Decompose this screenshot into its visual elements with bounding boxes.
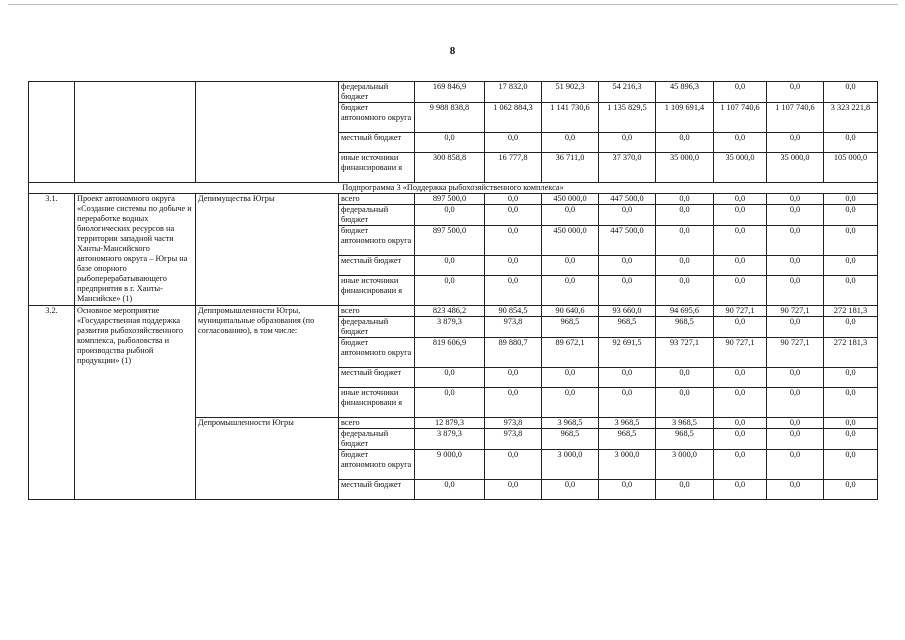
value-cell: 450 000,0 xyxy=(542,226,599,256)
item-executor: Деппромышленности Югры, муниципальные образования (по согласованию), в том числе: xyxy=(196,306,339,418)
value-cell: 0,0 xyxy=(714,82,767,103)
value-cell: 0,0 xyxy=(542,388,599,418)
item-executor: Депимущества Югры xyxy=(196,194,339,306)
value-cell: 0,0 xyxy=(485,368,542,388)
value-cell: 1 107 740,6 xyxy=(767,103,824,133)
item-name: Основное мероприятие «Государственная поддержка развития рыбохозяйственного комплекса, рыболовства и производства рыбной продукции» (1) xyxy=(75,306,196,500)
value-cell: 0,0 xyxy=(542,276,599,306)
funding-source: федеральный бюджет xyxy=(339,82,415,103)
value-cell: 0,0 xyxy=(767,276,824,306)
value-cell: 0,0 xyxy=(714,450,767,480)
value-cell: 0,0 xyxy=(714,317,767,338)
value-cell: 447 500,0 xyxy=(599,194,656,205)
item-number: 3.1. xyxy=(29,194,75,306)
value-cell: 0,0 xyxy=(542,368,599,388)
value-cell: 0,0 xyxy=(599,256,656,276)
funding-source: иные источники финансировани я xyxy=(339,153,415,183)
value-cell: 0,0 xyxy=(656,226,714,256)
value-cell: 0,0 xyxy=(824,317,878,338)
value-cell: 45 896,3 xyxy=(656,82,714,103)
value-cell: 0,0 xyxy=(599,480,656,500)
value-cell: 35 000,0 xyxy=(714,153,767,183)
value-cell: 897 500,0 xyxy=(415,226,485,256)
value-cell: 0,0 xyxy=(767,205,824,226)
value-cell: 93 727,1 xyxy=(656,338,714,368)
value-cell: 0,0 xyxy=(599,368,656,388)
value-cell: 0,0 xyxy=(415,368,485,388)
funding-source: всего xyxy=(339,418,415,429)
value-cell: 0,0 xyxy=(542,480,599,500)
value-cell: 0,0 xyxy=(824,276,878,306)
funding-source: бюджет автономного округа xyxy=(339,226,415,256)
value-cell: 35 000,0 xyxy=(656,153,714,183)
value-cell: 0,0 xyxy=(415,205,485,226)
value-cell: 0,0 xyxy=(542,133,599,153)
value-cell: 90 727,1 xyxy=(767,338,824,368)
value-cell: 89 672,1 xyxy=(542,338,599,368)
value-cell: 94 695,6 xyxy=(656,306,714,317)
value-cell: 0,0 xyxy=(767,450,824,480)
value-cell: 9 988 838,8 xyxy=(415,103,485,133)
value-cell: 0,0 xyxy=(485,133,542,153)
value-cell: 0,0 xyxy=(415,276,485,306)
value-cell: 1 141 730,6 xyxy=(542,103,599,133)
value-cell: 0,0 xyxy=(485,480,542,500)
value-cell: 0,0 xyxy=(485,388,542,418)
value-cell: 272 181,3 xyxy=(824,338,878,368)
value-cell: 0,0 xyxy=(656,256,714,276)
value-cell: 0,0 xyxy=(767,194,824,205)
name-cell xyxy=(75,82,196,183)
value-cell: 0,0 xyxy=(767,226,824,256)
value-cell: 0,0 xyxy=(714,429,767,450)
value-cell: 90 727,1 xyxy=(767,306,824,317)
funding-source: федеральный бюджет xyxy=(339,317,415,338)
value-cell: 0,0 xyxy=(485,256,542,276)
value-cell: 447 500,0 xyxy=(599,226,656,256)
value-cell: 90 640,6 xyxy=(542,306,599,317)
value-cell: 0,0 xyxy=(485,276,542,306)
value-cell: 0,0 xyxy=(485,205,542,226)
funding-source: иные источники финансировани я xyxy=(339,276,415,306)
value-cell: 0,0 xyxy=(415,388,485,418)
value-cell: 0,0 xyxy=(415,256,485,276)
value-cell: 3 000,0 xyxy=(542,450,599,480)
value-cell: 272 181,3 xyxy=(824,306,878,317)
value-cell: 54 216,3 xyxy=(599,82,656,103)
funding-source: всего xyxy=(339,194,415,205)
value-cell: 3 879,3 xyxy=(415,317,485,338)
value-cell: 37 370,0 xyxy=(599,153,656,183)
value-cell: 0,0 xyxy=(824,226,878,256)
value-cell: 12 879,3 xyxy=(415,418,485,429)
value-cell: 90 727,1 xyxy=(714,338,767,368)
value-cell: 0,0 xyxy=(656,276,714,306)
item-number: 3.2. xyxy=(29,306,75,500)
value-cell: 973,8 xyxy=(485,429,542,450)
value-cell: 0,0 xyxy=(656,388,714,418)
value-cell: 0,0 xyxy=(599,388,656,418)
value-cell: 1 135 829,5 xyxy=(599,103,656,133)
value-cell: 35 000,0 xyxy=(767,153,824,183)
value-cell: 0,0 xyxy=(714,480,767,500)
value-cell: 93 660,0 xyxy=(599,306,656,317)
value-cell: 0,0 xyxy=(767,388,824,418)
value-cell: 9 000,0 xyxy=(415,450,485,480)
value-cell: 0,0 xyxy=(714,256,767,276)
value-cell: 968,5 xyxy=(542,317,599,338)
value-cell: 0,0 xyxy=(714,418,767,429)
value-cell: 0,0 xyxy=(767,480,824,500)
value-cell: 0,0 xyxy=(824,205,878,226)
value-cell: 0,0 xyxy=(824,368,878,388)
funding-source: иные источники финансировани я xyxy=(339,388,415,418)
value-cell: 92 691,5 xyxy=(599,338,656,368)
value-cell: 0,0 xyxy=(656,194,714,205)
value-cell: 968,5 xyxy=(656,317,714,338)
value-cell: 1 107 740,6 xyxy=(714,103,767,133)
funding-source: бюджет автономного округа xyxy=(339,103,415,133)
value-cell: 968,5 xyxy=(599,317,656,338)
subprogram-title: Подпрограмма 3 «Поддержка рыбохозяйственного комплекса» xyxy=(29,183,878,194)
value-cell: 36 711,0 xyxy=(542,153,599,183)
value-cell: 3 323 221,8 xyxy=(824,103,878,133)
value-cell: 300 858,8 xyxy=(415,153,485,183)
funding-source: федеральный бюджет xyxy=(339,429,415,450)
value-cell: 0,0 xyxy=(824,256,878,276)
table-row xyxy=(29,82,878,103)
value-cell: 0,0 xyxy=(542,205,599,226)
funding-source: всего xyxy=(339,306,415,317)
value-cell: 0,0 xyxy=(714,205,767,226)
value-cell: 0,0 xyxy=(714,276,767,306)
value-cell: 0,0 xyxy=(824,480,878,500)
value-cell: 0,0 xyxy=(824,82,878,103)
value-cell: 819 606,9 xyxy=(415,338,485,368)
value-cell: 0,0 xyxy=(599,276,656,306)
funding-source: бюджет автономного округа xyxy=(339,338,415,368)
value-cell: 0,0 xyxy=(656,368,714,388)
item-name: Проект автономного округа «Создание системы по добыче и переработке водных биологических ресурсов на территории западной части Ханты-Мансийского автономного округа – Югры на базе опорного рыбоперерабатывающего предприятия в г. Ханты-Мансийске» (1) xyxy=(75,194,196,306)
value-cell: 0,0 xyxy=(767,82,824,103)
value-cell: 3 968,5 xyxy=(542,418,599,429)
value-cell: 0,0 xyxy=(824,194,878,205)
value-cell: 0,0 xyxy=(485,194,542,205)
number-cell xyxy=(29,82,75,183)
value-cell: 51 902,3 xyxy=(542,82,599,103)
value-cell: 3 879,3 xyxy=(415,429,485,450)
value-cell: 973,8 xyxy=(485,317,542,338)
value-cell: 3 000,0 xyxy=(599,450,656,480)
funding-source: федеральный бюджет xyxy=(339,205,415,226)
value-cell: 0,0 xyxy=(714,388,767,418)
value-cell: 823 486,2 xyxy=(415,306,485,317)
value-cell: 0,0 xyxy=(767,429,824,450)
value-cell: 897 500,0 xyxy=(415,194,485,205)
value-cell: 0,0 xyxy=(656,205,714,226)
value-cell: 0,0 xyxy=(824,418,878,429)
funding-source: местный бюджет xyxy=(339,480,415,500)
value-cell: 0,0 xyxy=(415,480,485,500)
value-cell: 968,5 xyxy=(542,429,599,450)
value-cell: 3 000,0 xyxy=(656,450,714,480)
value-cell: 90 854,5 xyxy=(485,306,542,317)
funding-source: местный бюджет xyxy=(339,133,415,153)
value-cell: 0,0 xyxy=(767,368,824,388)
value-cell: 105 000,0 xyxy=(824,153,878,183)
executor-cell xyxy=(196,82,339,183)
value-cell: 968,5 xyxy=(656,429,714,450)
page-number: 8 xyxy=(449,45,456,57)
value-cell: 0,0 xyxy=(485,450,542,480)
value-cell: 3 968,5 xyxy=(599,418,656,429)
value-cell: 89 880,7 xyxy=(485,338,542,368)
subprogram-row xyxy=(29,183,878,194)
value-cell: 0,0 xyxy=(714,133,767,153)
value-cell: 0,0 xyxy=(542,256,599,276)
value-cell: 0,0 xyxy=(599,205,656,226)
value-cell: 0,0 xyxy=(714,226,767,256)
value-cell: 0,0 xyxy=(656,480,714,500)
value-cell: 0,0 xyxy=(656,133,714,153)
value-cell: 450 000,0 xyxy=(542,194,599,205)
value-cell: 0,0 xyxy=(485,226,542,256)
value-cell: 0,0 xyxy=(824,450,878,480)
value-cell: 0,0 xyxy=(415,133,485,153)
funding-source: местный бюджет xyxy=(339,368,415,388)
budget-table xyxy=(28,81,878,500)
value-cell: 0,0 xyxy=(824,429,878,450)
funding-source: бюджет автономного округа xyxy=(339,450,415,480)
value-cell: 1 062 884,3 xyxy=(485,103,542,133)
value-cell: 0,0 xyxy=(767,133,824,153)
value-cell: 0,0 xyxy=(599,133,656,153)
value-cell: 17 832,0 xyxy=(485,82,542,103)
value-cell: 16 777,8 xyxy=(485,153,542,183)
value-cell: 0,0 xyxy=(824,133,878,153)
value-cell: 0,0 xyxy=(767,317,824,338)
value-cell: 0,0 xyxy=(824,388,878,418)
item-executor: Депромышленности Югры xyxy=(196,418,339,500)
value-cell: 968,5 xyxy=(599,429,656,450)
value-cell: 0,0 xyxy=(767,418,824,429)
table-row xyxy=(29,306,878,317)
value-cell: 0,0 xyxy=(714,368,767,388)
value-cell: 0,0 xyxy=(767,256,824,276)
value-cell: 1 109 691,4 xyxy=(656,103,714,133)
table-row xyxy=(29,194,878,205)
funding-source: местный бюджет xyxy=(339,256,415,276)
value-cell: 90 727,1 xyxy=(714,306,767,317)
value-cell: 169 846,9 xyxy=(415,82,485,103)
value-cell: 3 968,5 xyxy=(656,418,714,429)
scan-top-rule xyxy=(8,4,898,5)
value-cell: 973,8 xyxy=(485,418,542,429)
value-cell: 0,0 xyxy=(714,194,767,205)
